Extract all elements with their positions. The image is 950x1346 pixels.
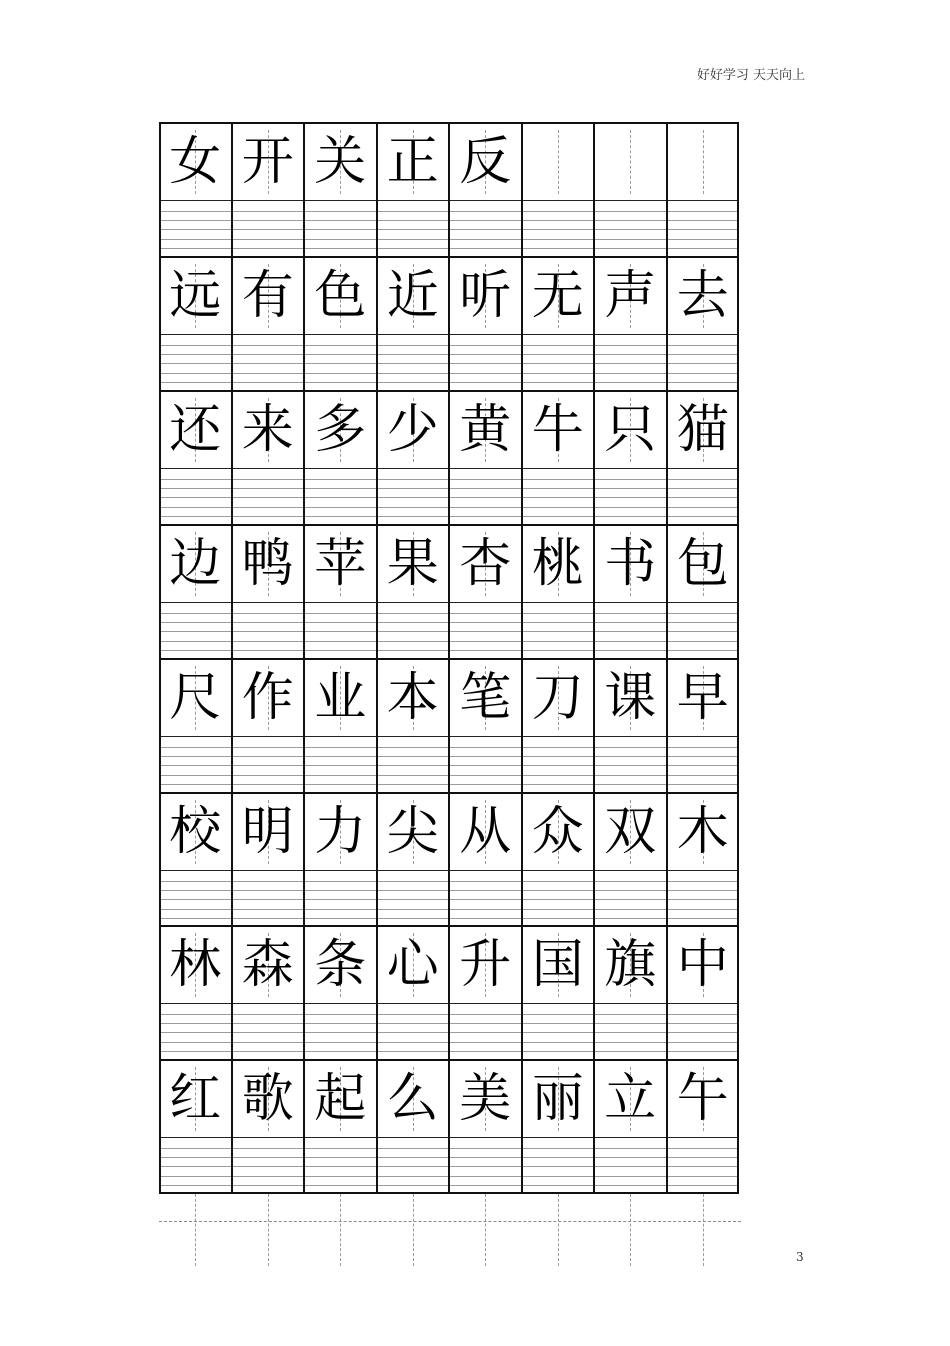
character-glyph: 歌: [241, 1069, 294, 1129]
grid-column-line: [303, 122, 305, 1194]
character-glyph: 升: [459, 935, 512, 995]
character-cell: [667, 927, 740, 1003]
character-glyph: 力: [314, 802, 367, 862]
character-cell: [449, 660, 522, 736]
character-glyph: 关: [314, 132, 367, 192]
character-cell: [522, 526, 595, 602]
character-glyph: 么: [386, 1069, 439, 1129]
character-glyph: 立: [604, 1069, 657, 1129]
character-glyph: 果: [386, 534, 439, 594]
character-cell: [667, 794, 740, 870]
character-glyph: 色: [314, 266, 367, 326]
grid-column-line: [737, 122, 739, 1194]
tail-center-line: [268, 1194, 269, 1266]
character-glyph: 来: [241, 400, 294, 460]
character-glyph: 业: [314, 668, 367, 728]
character-cell: [159, 392, 232, 468]
character-cell: [594, 794, 667, 870]
character-cell: [377, 794, 450, 870]
character-glyph: 木: [676, 802, 729, 862]
character-cell: [304, 660, 377, 736]
grid-column-line: [448, 122, 450, 1194]
character-cell: [594, 1061, 667, 1137]
character-cell: [159, 526, 232, 602]
character-glyph: 苹: [314, 534, 367, 594]
tail-center-line: [703, 1194, 704, 1266]
character-cell: [449, 258, 522, 334]
character-cell: [377, 526, 450, 602]
tail-center-line: [558, 1194, 559, 1266]
character-glyph: 条: [314, 935, 367, 995]
character-cell: [304, 794, 377, 870]
character-cell: [304, 1061, 377, 1137]
character-cell: [232, 1061, 305, 1137]
character-cell: [522, 124, 595, 200]
character-glyph: 美: [459, 1069, 512, 1129]
character-glyph: 刀: [531, 668, 584, 728]
character-glyph: 尖: [386, 802, 439, 862]
character-glyph: 从: [459, 802, 512, 862]
grid-column-line: [593, 122, 595, 1194]
character-glyph: 红: [169, 1069, 222, 1129]
character-cell: [159, 258, 232, 334]
character-glyph: 包: [676, 534, 729, 594]
character-glyph: 去: [676, 266, 729, 326]
character-glyph: 心: [386, 935, 439, 995]
character-glyph: 还: [169, 400, 222, 460]
character-cell: [232, 660, 305, 736]
character-glyph: 只: [604, 400, 657, 460]
character-cell: [594, 392, 667, 468]
character-cell: [232, 927, 305, 1003]
page-header: 好好学习 天天向上: [696, 68, 805, 83]
character-cell: [304, 392, 377, 468]
character-glyph: 近: [386, 266, 439, 326]
character-cell: [667, 258, 740, 334]
character-cell: [594, 526, 667, 602]
character-glyph: 课: [604, 668, 657, 728]
grid-column-line: [231, 122, 233, 1194]
character-cell: [449, 124, 522, 200]
character-cell: [159, 794, 232, 870]
tail-center-line: [485, 1194, 486, 1266]
character-glyph: 旗: [604, 935, 657, 995]
character-cell: [377, 392, 450, 468]
character-glyph: 双: [604, 802, 657, 862]
character-cell: [232, 124, 305, 200]
character-cell: [522, 258, 595, 334]
character-glyph: 午: [676, 1069, 729, 1129]
character-glyph: 黄: [459, 400, 512, 460]
character-practice-grid: [159, 122, 739, 1194]
character-glyph: 作: [241, 668, 294, 728]
character-cell: [449, 927, 522, 1003]
character-glyph: 正: [386, 132, 439, 192]
character-glyph: 多: [314, 400, 367, 460]
grid-tail-guides: [159, 1194, 741, 1266]
character-glyph: 无: [531, 266, 584, 326]
tail-center-line: [413, 1194, 414, 1266]
character-glyph: 猫: [676, 400, 729, 460]
character-cell: [667, 660, 740, 736]
character-cell: [667, 392, 740, 468]
character-cell: [449, 526, 522, 602]
character-glyph: 声: [604, 266, 657, 326]
tail-center-line: [195, 1194, 196, 1266]
character-cell: [667, 526, 740, 602]
character-glyph: 笔: [459, 668, 512, 728]
character-glyph: 丽: [531, 1069, 584, 1129]
character-glyph: 国: [531, 935, 584, 995]
character-cell: [232, 258, 305, 334]
page-number: 3: [796, 1250, 804, 1264]
character-glyph: 林: [169, 935, 222, 995]
grid-column-line: [521, 122, 523, 1194]
character-cell: [594, 258, 667, 334]
character-glyph: 早: [676, 668, 729, 728]
character-cell: [304, 258, 377, 334]
character-glyph: 书: [604, 534, 657, 594]
character-glyph: 远: [169, 266, 222, 326]
character-glyph: 森: [241, 935, 294, 995]
character-cell: [594, 124, 667, 200]
character-cell: [449, 392, 522, 468]
character-cell: [667, 124, 740, 200]
character-cell: [304, 526, 377, 602]
character-cell: [522, 794, 595, 870]
character-glyph: 鸭: [241, 534, 294, 594]
character-glyph: 中: [676, 935, 729, 995]
character-glyph: 桃: [531, 534, 584, 594]
character-cell: [594, 660, 667, 736]
character-cell: [377, 927, 450, 1003]
grid-column-line: [666, 122, 668, 1194]
character-cell: [377, 1061, 450, 1137]
character-glyph: 校: [169, 802, 222, 862]
character-glyph: 明: [241, 802, 294, 862]
character-cell: [377, 660, 450, 736]
character-glyph: 开: [241, 132, 294, 192]
character-glyph: 牛: [531, 400, 584, 460]
character-cell: [449, 794, 522, 870]
character-cell: [159, 1061, 232, 1137]
grid-column-line: [159, 122, 161, 1194]
character-cell: [232, 392, 305, 468]
character-cell: [232, 794, 305, 870]
character-cell: [522, 927, 595, 1003]
character-glyph: 众: [531, 802, 584, 862]
character-glyph: 女: [169, 132, 222, 192]
character-cell: [232, 526, 305, 602]
character-glyph: 边: [169, 534, 222, 594]
character-glyph: 反: [459, 132, 512, 192]
character-glyph: 本: [386, 668, 439, 728]
character-glyph: 尺: [169, 668, 222, 728]
tail-center-line: [340, 1194, 341, 1266]
character-cell: [377, 124, 450, 200]
character-cell: [159, 660, 232, 736]
character-cell: [304, 927, 377, 1003]
tail-guide-line: [159, 1221, 741, 1222]
character-glyph: 起: [314, 1069, 367, 1129]
character-cell: [377, 258, 450, 334]
character-glyph: 有: [241, 266, 294, 326]
character-cell: [159, 124, 232, 200]
tail-center-line: [630, 1194, 631, 1266]
grid-column-line: [376, 122, 378, 1194]
character-cell: [594, 927, 667, 1003]
character-cell: [522, 392, 595, 468]
character-glyph: 少: [386, 400, 439, 460]
character-glyph: 听: [459, 266, 512, 326]
character-cell: [159, 927, 232, 1003]
character-cell: [449, 1061, 522, 1137]
character-cell: [522, 1061, 595, 1137]
character-glyph: 杏: [459, 534, 512, 594]
character-cell: [522, 660, 595, 736]
character-cell: [667, 1061, 740, 1137]
character-cell: [304, 124, 377, 200]
